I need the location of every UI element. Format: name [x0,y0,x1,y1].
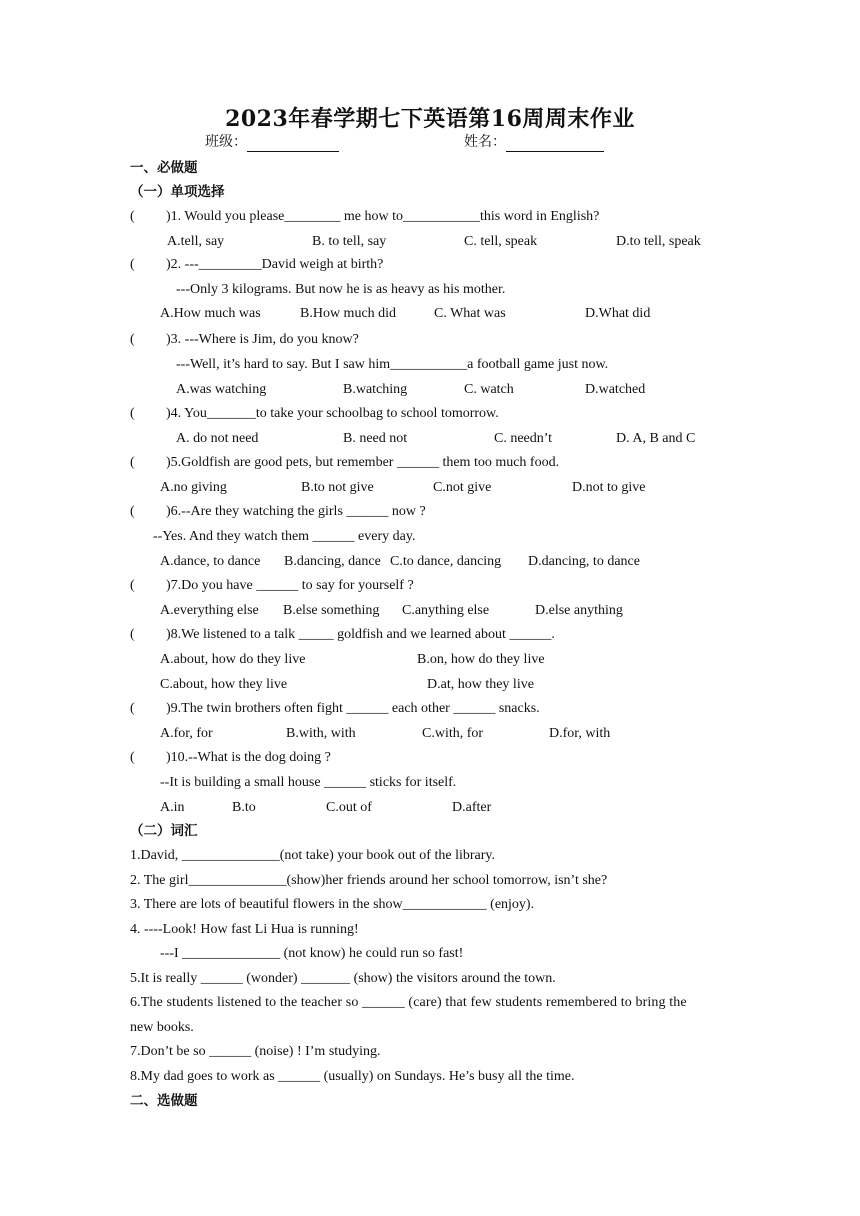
page-title: 2023年春学期七下英语第16周周末作业 [225,106,635,132]
q3-option-c: C. watch [464,382,514,397]
q7-option-b: B.else something [283,603,380,618]
q6-paren: ( [130,504,135,519]
q5-option-d: D.not to give [572,480,646,495]
q7-option-d: D.else anything [535,603,623,618]
q5-option-b: B.to not give [301,480,374,495]
q7-paren: ( [130,578,135,593]
q4-option-a: A. do not need [176,431,259,446]
vocab-item: 7.Don’t be so ______ (noise) ! I’m studying. [130,1044,381,1059]
q7-option-a: A.everything else [160,603,259,618]
class-blank [247,137,339,152]
q4-stem: )4. You_______to take your schoolbag to school tomorrow. [166,406,499,421]
q8-stem: )8.We listened to a talk _____ goldfish and we learned about ______. [166,627,555,642]
q1-paren: ( [130,209,135,224]
q9-stem: )9.The twin brothers often fight ______ each other ______ snacks. [166,701,540,716]
q10-option-d: D.after [452,800,492,815]
q4-option-b: B. need not [343,431,408,446]
vocab-item: 6.The students listened to the teacher so ______ (care) that few students remembered to bring the [130,995,687,1010]
q6-option-b: B.dancing, dance [284,554,381,569]
q6-option-d: D.dancing, to dance [528,554,640,569]
class-label: 班级： [205,135,247,150]
q5-option-a: A.no giving [160,480,227,495]
q2-sub: ---Only 3 kilograms. But now he is as heavy as his mother. [176,282,506,297]
q6-option-a: A.dance, to dance [160,554,261,569]
q6-option-c: C.to dance, dancing [390,554,502,569]
q10-option-a: A.in [160,800,185,815]
q1-option-d: D.to tell, speak [616,234,701,249]
q1-option-c: C. tell, speak [464,234,538,249]
q9-paren: ( [130,701,135,716]
q2-option-a: A.How much was [160,306,261,321]
q10-stem: )10.--What is the dog doing ? [166,750,331,765]
q3-option-b: B.watching [343,382,408,397]
part2-heading: （二）词汇 [130,823,198,839]
q3-stem: )3. ---Where is Jim, do you know? [166,332,359,347]
q6-stem: )6.--Are they watching the girls ______ now ? [166,504,426,519]
q9-option-b: B.with, with [286,726,356,741]
q6-sub: --Yes. And they watch them ______ every day. [153,529,416,544]
class-field [205,134,339,152]
q1-stem: )1. Would you please________ me how to___________this word in English? [166,209,600,224]
q3-paren: ( [130,332,135,347]
q8-option-d: D.at, how they live [427,677,534,692]
q8-option-c: C.about, how they live [160,677,288,692]
q10-paren: ( [130,750,135,765]
q5-stem: )5.Goldfish are good pets, but remember ______ them too much food. [166,455,560,470]
q4-option-d: D. A, B and C [616,431,696,446]
vocab-item: 3. There are lots of beautiful flowers in the show____________ (enjoy). [130,897,535,912]
section1-heading: 一、必做题 [130,160,198,176]
q10-option-b: B.to [232,800,256,815]
q8-option-b: B.on, how do they live [417,652,545,667]
name-field [464,134,604,152]
vocab-item: 5.It is really ______ (wonder) _______ (show) the visitors around the town. [130,971,556,986]
q3-option-d: D.watched [585,382,646,397]
q5-paren: ( [130,455,135,470]
q2-option-b: B.How much did [300,306,397,321]
q9-option-a: A.for, for [160,726,213,741]
q3-option-a: A.was watching [176,382,267,397]
q2-option-c: C. What was [434,306,506,321]
q2-option-d: D.What did [585,306,651,321]
q9-option-c: C.with, for [422,726,484,741]
q8-option-a: A.about, how do they live [160,652,306,667]
q10-option-c: C.out of [326,800,372,815]
q7-option-c: C.anything else [402,603,490,618]
q1-option-a: A.tell, say [167,234,225,249]
q2-stem: )2. ---_________David weigh at birth? [166,257,384,272]
q3-sub: ---Well, it’s hard to say. But I saw him___________a football game just now. [176,357,609,372]
q4-option-c: C. needn’t [494,431,553,446]
vocab-item: 4. ----Look! How fast Li Hua is running! [130,922,359,937]
q8-paren: ( [130,627,135,642]
q5-option-c: C.not give [433,480,492,495]
vocab-item: 1.David, ______________(not take) your book out of the library. [130,848,495,863]
name-blank [506,137,604,152]
q4-paren: ( [130,406,135,421]
q2-paren: ( [130,257,135,272]
section2-heading: 二、选做题 [130,1093,198,1109]
vocab-item: 8.My dad goes to work as ______ (usually) on Sundays. He’s busy all the time. [130,1069,575,1084]
part1-heading: （一）单项选择 [130,184,225,200]
q1-option-b: B. to tell, say [312,234,387,249]
vocab-item: ---I ______________ (not know) he could run so fast! [160,946,464,961]
q7-stem: )7.Do you have ______ to say for yourself ? [166,578,414,593]
name-label: 姓名： [464,135,506,150]
vocab-item: new books. [130,1020,194,1035]
vocab-item: 2. The girl______________(show)her friends around her school tomorrow, isn’t she? [130,873,608,888]
q10-sub: --It is building a small house ______ sticks for itself. [160,775,457,790]
q9-option-d: D.for, with [549,726,611,741]
